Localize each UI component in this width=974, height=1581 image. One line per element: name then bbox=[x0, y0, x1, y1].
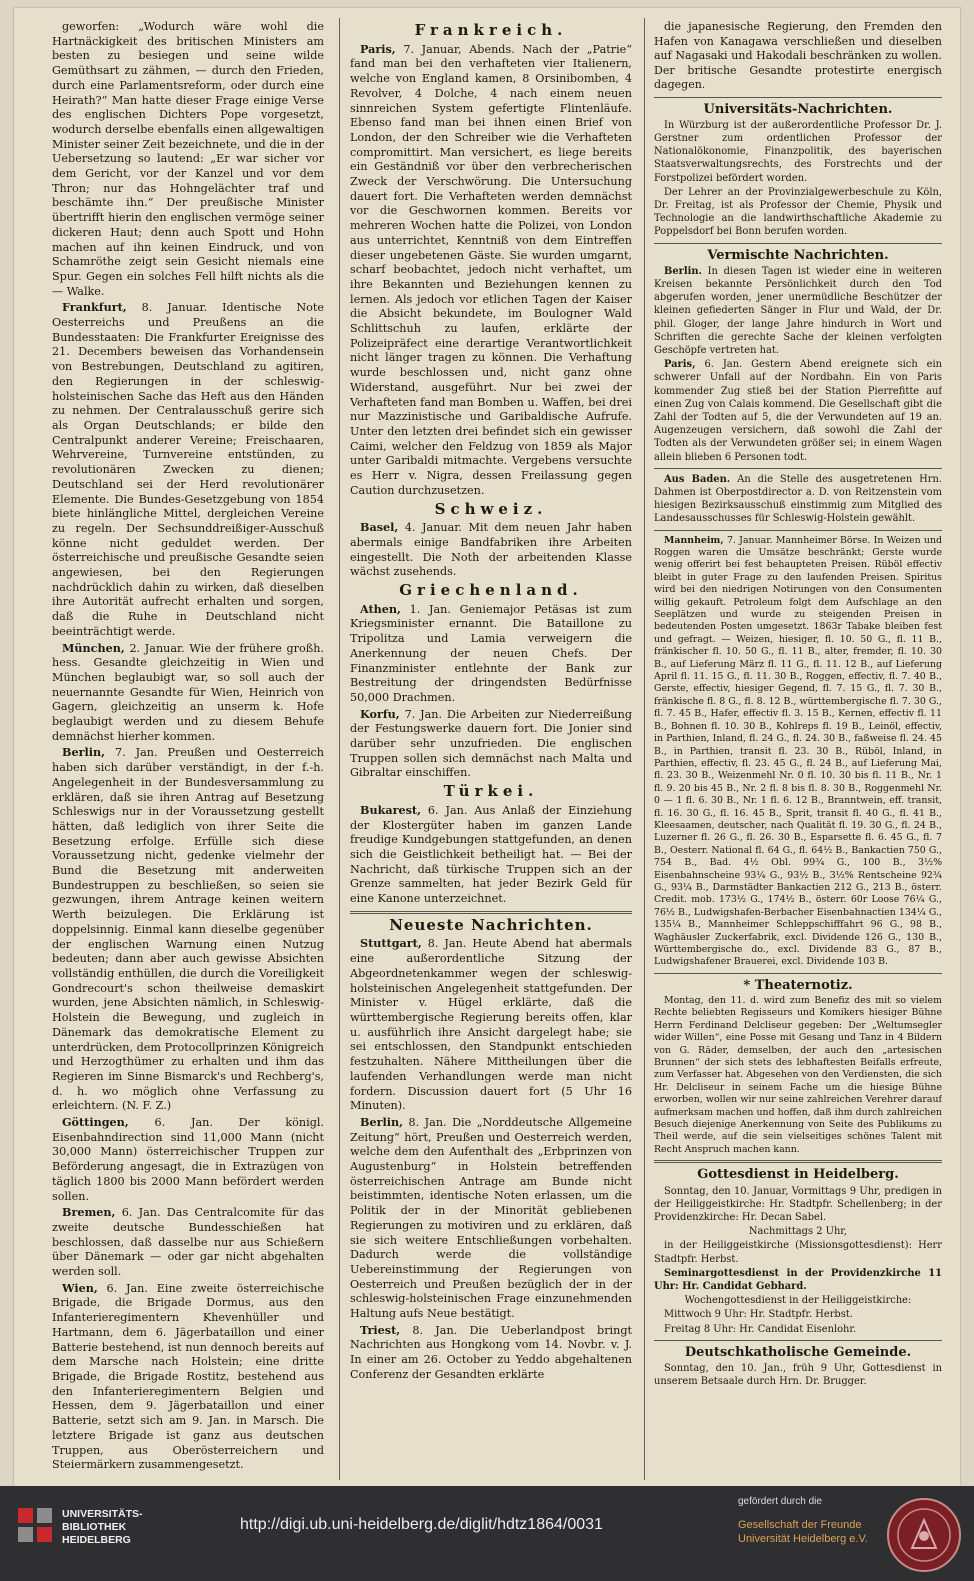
library-name: UNIVERSITÄTS- BIBLIOTHEK HEIDELBERG bbox=[62, 1508, 143, 1546]
section-heading: Neueste Nachrichten. bbox=[389, 915, 593, 934]
service-line: Nachmittags 2 Uhr, bbox=[748, 1226, 848, 1238]
article: Stuttgart, 8. Jan. Heute Abend hat abermals eine außerordentliche Sitzung der Abgeordnetenkammer wegen der schleswig-holsteinischen Angelegenheit stattgefunden. Der Minister v. Hügel erklärte, daß die württembergische Regierung bereits offen, klar u. ausführlich ihre Ansicht dargelegt habe; sie sei entschlossen, den Standpunkt entschieden festzuhalten. Nähere Mittheilungen über die laufenden Verhandlungen werde man nicht fordern. Discussion dauert fort (5 Uhr 16 Minuten). bbox=[350, 936, 632, 1113]
section-heading: Frankreich. bbox=[414, 21, 568, 39]
section-heading: Vermischte Nachrichten. bbox=[707, 247, 889, 263]
divider bbox=[654, 1160, 942, 1163]
university-seal-icon bbox=[885, 1496, 963, 1574]
article: Athen, 1. Jan. Geniemajor Petäsas ist zum Kriegsminister ernannt. Die Bataillone zu Tripolitza und Lamia verweigern die Anerkennung der neuen Chefs. Der Finanzminister entlehnte der Bank zur Bestreitung der dringendsten Bedürfnisse 50,000 Drachmen. bbox=[350, 601, 632, 704]
column-3 bbox=[654, 20, 942, 1480]
section-heading: Schweiz. bbox=[434, 499, 548, 518]
article: Der Lehrer an der Provinzialgewerbeschule zu Köln, Dr. Freitag, ist als Professor der Chemie, Physik und Technologie an die landwirthschaftliche Akademie zu Poppelsdorf bei Bonn berufen worden. bbox=[654, 186, 942, 238]
article: Triest, 8. Jan. Die Ueberlandpost bringt Nachrichten aus Hongkong vom 14. Novbr. v. J. In einer am 26. October zu Yeddo abgehaltenen Conferenz der Gesandten erklärte bbox=[350, 1322, 632, 1381]
column-rule bbox=[644, 18, 645, 1480]
article: geworfen: „Wodurch wäre wohl die Hartnäckigkeit des britischen Ministers am besten zu besiegen und seine wilde Gemüthsart zu zähmen, — durch den Frieden, durch eine Parlamentsreform, oder durch eine Heirath?“ Man hatte dieser Frage einige Verse des englischen Dichters Pope vorgesetzt, wodurch derselbe ebenfalls einen allgewaltigen Minister seiner Zeit bezeichnete, und die in der Uebersetzung so lautend: „Er war sicher vor dem Gericht, vor der Kanzel und vor dem Thron; nur das Hohngelächter traf und beschämte ihn.“ Der preußische Minister übertrifft hierin den englischen vermöge seiner dickeren Haut; denn auch Spott und Hohn machen auf ihn keinen Eindruck, und von Schamröthe zeigt sein Gesicht niemals eine Spur. Gegen ein solches Fell hilft nichts als die — Walke. bbox=[52, 20, 324, 298]
article: Berlin. In diesen Tagen ist wieder eine in weiteren Kreisen bekannte Persönlichkeit durch den Tod abgerufen worden, jener unermüdliche Beschützer der kleinen gefiederten Sänger in Flur und Wald, der Dr. phil. Gloger, der lange Jahre hindurch in Wort und Schriften die gerechte Sache der kleinen verfolgten Geschöpfe vertreten hat. bbox=[654, 265, 942, 356]
section-heading: Griechenland. bbox=[399, 581, 583, 600]
permalink-url[interactable]: http://digi.ub.uni-heidelberg.de/diglit/hdtz1864/0031 bbox=[240, 1516, 603, 1533]
article: Berlin, 8. Jan. Die „Norddeutsche Allgemeine Zeitung“ hört, Preußen und Oesterreich werden, welche dem den Aufenthalt des „Erbprinzen von Augustenburg“ in Holstein betreffenden österreichischen Antrage am Bunde nicht beistimmten, identische Noten erlassen, um die Politik der in der Minorität gebliebenen Regierungen zu motiviren und zu erklären, daß sie sich weitere Entschließungen vorbehalten. Dadurch werde die vollständige Uebereinstimmung der Regierungen von Oesterreich und Preußen bezüglich der in der schleswig-holsteinischen Frage einzunehmenden Haltung aufs Neue bestätigt. bbox=[350, 1114, 632, 1321]
article: Basel, 4. Januar. Mit dem neuen Jahr haben abermals einige Bandfabriken ihre Arbeiten eingestellt. Die Noth der arbeitenden Klasse wächst zusehends. bbox=[350, 520, 632, 579]
article: Korfu, 7. Jan. Die Arbeiten zur Niederreißung der Festungswerke dauern fort. Die Jonier sind darüber sehr unzufrieden. Die englischen Truppen sollen sich demnächst nach Malta und Gibraltar einschiffen. bbox=[350, 706, 632, 780]
service-line: Freitag 8 Uhr: Hr. Candidat Eisenlohr. bbox=[664, 1323, 857, 1335]
article: die japanesische Regierung, den Fremden den Hafen von Kanagawa verschließen und dieselben auf Nagasaki und Hakodali beschränken zu wollen. Der britische Gesandte protestirte energisch dagegen. bbox=[654, 20, 942, 91]
section-heading: Gottesdienst in Heidelberg. bbox=[697, 1167, 899, 1183]
article: Bremen, 6. Jan. Das Centralcomite für das zweite deutsche Bundesschießen hat beschlossen, daß dasselbe nur aus Schießern über Dänemark — oder gar nicht abgehalten werden soll. bbox=[52, 1205, 324, 1279]
section-heading: Universitäts-Nachrichten. bbox=[703, 101, 893, 117]
divider bbox=[654, 243, 942, 244]
market-report: Mannheim, 7. Januar. Mannheimer Börse. In Weizen und Roggen waren die Umsätze beschränkt; Gerste wurde wenig offerirt bei fest behaupteten Preisen. Rüböl effectiv bleibt in guter Frage zu den laufenden Preisen. Spiritus wird bei den niedrigen Notirungen von den Consumenten willig gekauft. Petroleum folgt dem Aufschlage an den Seeplätzen und wurde zu steigenden Preisen in bedeutenden Posten umgesetzt. 1863r Tabake bleiben fest und gefragt. — Weizen, hiesiger, fl. 10. 50 G., fl. 11 B., fränkischer fl. 10. 50 G., fl. 11 B., alter, fremder, fl. 10. 30 B., auf Lieferung März fl. 11 G., fl. 11. 12 B., auf Lieferung April fl. 11. 15 G., fl. 11. 30 B., Roggen, effectiv, fl. 7. 40 B., Gerste, effectiv, hiesiger Gegend, fl. 7. 15 G., fl. 7. 30 B., fränkische fl. 8 G., fl. 8. 12 B., württembergische fl. 7. 30 G., fl. 7. 45 B., Hafer, effectiv fl. 3. 15 B., Kernen, effectiv fl. 11 B., Bohnen fl. 10. 30 B., Kohlreps fl. 19 B., Leinöl, effectiv, in Parthien, Inland, fl. 24 G., fl. 24. 30 B., faßweise fl. 24. 45 B., in Parthien, transit fl. 23. 30 B., Rüböl, Inland, in Parthien, effectiv, fl. 23. 45 G., fl. 24 B., auf Lieferung Mai, fl. 23. 30 B., Weizenmehl Nr. 0 fl. 10. 30 bis fl. 11 B., Nr. 1 fl. 9. 20 bis 45 B., Nr. 2 fl. 8 bis fl. 8. 30 B., Roggenmehl Nr. 0 — 1 fl. 6. 30 B., Nr. 1 fl. 6. 12 B., Branntwein, eff. transit, fl. 16. 30 G., fl. 16. 45 B., Sprit, transit fl. 40 G., fl. 41 B., Kleesaamen, deutscher, nach Qualität fl. 19. 30 G., fl. 24 B., Luzerner fl. 26 G., fl. 26. 30 B., Esparsette fl. 6. 45 G., fl. 7 B., Oesterr. National fl. 64 G., fl. 64½ B., Bankactien 750 G., 754 B., Bad. 4½ Obl. 99¾ G., 100 B., 3½% Eisenbahnscheine 93¼ G., 93½ B., 3½% Rentscheine 92¾ G., 93¼ B., Darmstädter Bankactien 212 G., 213 B., österr. Credit. mob. 173½ G., 174½ B., österr. 60r Loose 76¼ G., 76½ B., Ludwigshafen-Berbacher Eisenbahnactien 134¼ G., 135¼ B., Mannheimer Schleppschifffahrt 96 G., 98 B., Waghäusler Zuckerfabrik, excl. Dividende 126 G., 130 B., Württembergische do., excl. Dividende 83 G., 87 B., Ludwigshafener Brauerei, excl. Dividende 103 B. bbox=[654, 534, 942, 968]
service-line: Seminargottesdienst in der Providenzkirche 11 Uhr: Hr. Candidat Gebhard. bbox=[654, 1267, 942, 1292]
column-2 bbox=[350, 20, 632, 1480]
library-logo-icon bbox=[16, 1506, 54, 1544]
divider bbox=[654, 973, 942, 974]
article: Bukarest, 6. Jan. Aus Anlaß der Einziehung der Klostergüter haben im ganzen Lande freudige Kundgebungen stattgefunden, an denen sich die Geistlichkeit betheiligt hat. — Bei der Nachricht, daß türkische Truppen sich an der Grenze sammelten, hat jeder Bezirk Geld für eine Kanone unterzeichnet. bbox=[350, 802, 632, 906]
service-line: Mittwoch 9 Uhr: Hr. Stadtpfr. Herbst. bbox=[664, 1309, 853, 1321]
article: Aus Baden. An die Stelle des ausgetretenen Hrn. Dahmen ist Oberpostdirector a. D. von Reitzenstein vom hiesigen Bezirksausschuß einstimmig zum Mitglied des Landesausschusses für Schleswig-Holstein gewählt. bbox=[654, 473, 942, 525]
divider bbox=[654, 1340, 942, 1341]
article: Sonntag, den 10. Jan., früh 9 Uhr, Gottesdienst in unserem Betsaale durch Hrn. Dr. Brugger. bbox=[654, 1362, 942, 1388]
article: In Würzburg ist der außerordentliche Professor Dr. J. Gerstner zum ordentlichen Professor der Nationalökonomie, Finanzpolitik, des bayerischen Staatsverwaltungsrechts, des Forstrechts und der Forstpolizei befördert worden. bbox=[654, 119, 942, 184]
footer-bar bbox=[0, 1486, 974, 1581]
divider bbox=[654, 97, 942, 98]
service-line: Wochengottesdienst in der Heiliggeistkirche: bbox=[684, 1295, 912, 1307]
article: Wien, 6. Jan. Eine zweite österreichische Brigade, die Brigade Dormus, aus den Infanterieregimentern Khevenhüller und Hartmann, dem 6. Jägerbataillon und einer Batterie bestehend, ist nun dennoch bereits auf dem Marsche nach Holstein; eine dritte Brigade, die Brigade Rostitz, bestehend aus den Infanterieregimentern Belgien und Hessen, dem 9. Jägerbataillon und einer Batterie, setzt sich am 9. Jan. in Marsch. Die letztere Brigade ist ganz aus deutschen Truppen, aus Oberösterreichern und Steiermärkern zusammengesetzt. bbox=[52, 1280, 324, 1472]
article: Göttingen, 6. Jan. Der königl. Eisenbahndirection sind 11,000 Mann (nicht 30,000 Mann) österreichischer Truppen zur Beförderung angesagt, die in Extrazügen von täglich 1800 bis 2000 Mann befördert werden sollen. bbox=[52, 1115, 324, 1203]
service-line: in der Heiliggeistkirche (Missionsgottesdienst): Herr Stadtpfr. Herbst. bbox=[654, 1240, 942, 1265]
article: München, 2. Januar. Wie der frühere großh. hess. Gesandte gleichzeitig in Wien und München beglaubigt war, so soll auch der neuernannte Gesandte für Wien, Heinrich von Gagern, gleichzeitig an unserm k. Hofe beglaubigt werden und zu diesem Behufe demnächst hierher kommen. bbox=[52, 640, 324, 743]
article: Montag, den 11. d. wird zum Benefiz des mit so vielem Rechte beliebten Regisseurs und Komikers hiesiger Bühne Herrn Ferdinand Delcliseur gegeben: Der „Weltumsegler wider Willen“, eine Posse mit Gesang und Tanz in 4 Bildern von G. Räder, demselben, der auch den „artesischen Brunnen“ der sich stets des lebhaftesten Beifalls erfreute, zum Verfasser hat. Abgesehen von den Verdiensten, die sich Hr. Delcliseur in seinem Fache um die hiesige Bühne erworben, wollen wir nur seine zahlreichen Verehrer darauf aufmerksam machen und hoffen, daß ihm durch zahlreichen Besuch diejenige Anerkennung von Seite des Publikums zu Theil werde, auf die sein vielseitiges schönes Talent mit Recht Anspruch machen kann. bbox=[654, 995, 942, 1155]
support-label: gefördert durch die bbox=[738, 1496, 822, 1507]
column-rule bbox=[339, 18, 340, 1480]
newspaper-page bbox=[14, 8, 960, 1486]
article: Frankfurt, 8. Januar. Identische Note Oesterreichs und Preußens an die Bundesstaaten: Die Frankfurter Ereignisse des 21. Decembers beweisen das Vorhandensein von Bestrebungen, Deutschland zu agitiren, den Regierungen in der schleswig-holsteinischen Sache das Heft aus den Händen zu nehmen. Der Centralausschuß gerire sich als Organ Deutschlands; er bilde den Centralpunkt anderer Vereine; Freischaaren, Wehrvereine, Turnvereine entstünden, zu revolutionären Zwecken zu dienen; Deutschland sei der Herd revolutionärer Elemente. Die Bundes-Gesetzgebung von 1854 biete hinlängliche Mittel, dergleichen Vereine zu regeln. Der Sechsunddreißiger-Ausschuß könne nicht geduldet werden. Der österreichische und preußische Gesandte seien angewiesen, bei den Regierungen nachdrücklich dahin zu wirken, daß dieselben ihre Autorität aufrecht erhalten und sorgen, daß die Ruhe in Deutschland nicht beeinträchtigt werde. bbox=[52, 300, 324, 638]
society-name[interactable]: Gesellschaft der Freunde Universität Heidelberg e.V. bbox=[738, 1519, 868, 1545]
article: Berlin, 7. Jan. Preußen und Oesterreich haben sich darüber verständigt, in der f.-h. Angelegenheit in der Bundesversammlung zu erklären, daß sie ihren Antrag auf Besetzung Schleswigs nur in der Voraussetzung gestellt hätten, daß lediglich von ihrer Seite die Besetzung erfolge. Erfülle sich diese Voraussetzung nicht, gedenke vielmehr der Bund die Besetzung mit anderweiten Bundestruppen zu beschließen, so seien sie gezwungen, ihrem Antrage keinen weitern Werth beizulegen. Die Erklärung ist doppelsinnig. Einmal kann dieselbe gegenüber der englischen Warnung einen Nutzug bedeuten; dann aber auch gewisse Absichten vollständig enthüllen, die durch die Voreiligkeit Gondrecourt's schon theilweise demaskirt wurden, jene Absichten nämlich, in Schleswig-Holstein die Bewegung, und zugleich in Dänemark das demokratische Element zu unterdrücken, dem Protocollprinzen Königreich und Herzogthümer zu erhalten und ihm das Regieren im Sinne Bismarck's und Rechberg's, d. h. wo möglich ohne Verfassung zu erleichtern. (N. F. Z.) bbox=[52, 745, 324, 1113]
article: Paris, 6. Jan. Gestern Abend ereignete sich ein schwerer Unfall auf der Nordbahn. Ein von Paris kommender Zug stieß bei der Station Pierrefitte auf einen Zug von Calais kommend. Die Gesellschaft gibt die Zahl der Todten auf 5, die der Verwundeten auf 19 an. Augenzeugen versichern, daß sowohl die Zahl der Todten als der Verwundeten größer sei; in einem Wagen allein blieben 6 Personen todt. bbox=[654, 359, 942, 463]
section-heading: * Theaternotiz. bbox=[743, 977, 853, 993]
service-line: Sonntag, den 10. Januar, Vormittags 9 Uhr, predigen in der Heiliggeistkirche: Hr. Stadtpfr. Schellenberg; in der Providenzkirche: Hr. Decan Sabel. bbox=[654, 1185, 942, 1223]
article: Paris, 7. Januar, Abends. Nach der „Patrie“ fand man bei den verhafteten vier Italienern, welche von England kamen, 8 Orsinibomben, 4 Revolver, 4 Dolche, 4 nach einem neuen sinnreichen System gefertigte Flintenläufe. Ebenso fand man bei ihnen einen Brief von London, der den Schreiber wie die Verhafteten compromittirt. Man versichert, es liege bereits ein Geständniß vor über den verbrecherischen Zweck der Verschwörung. Die Untersuchung dauert fort. Die Verhafteten werden demnächst vor die Geschwornen kommen. Bereits vor mehreren Wochen hatte die Polizei, von London aus unterrichtet, Kenntniß von dem Eintreffen dieser ungebetenen Gäste. Sie wurden umgarnt, scharf beobachtet, jedoch nicht verhaftet, um ihre Bekannten und Beziehungen kennen zu lernen. Als jedoch vor etlichen Tagen der Kaiser die Absicht bekundete, im Boulogner Wald Schlittschuh zu laufen, erklärte der Polizeipräfect eine derartige Verantwortlichkeit nicht länger tragen zu können. Die Verhaftung wurde beschlossen und, nicht ganz ohne Widerstand, ausgeführt. Nur bei zwei der Verhafteten fand man Bomben u. Waffen, bei drei nur Mazzinistische und Garibaldische Aufrufe. Unter den letzten drei befindet sich ein gewisser Caimi, welcher den Feldzug von 1859 als Major unter Garibaldi mitmachte. Vergebens versuchte es Herr v. Nigra, dessen Freilassung gegen Caution durchzusetzen. bbox=[350, 41, 632, 497]
divider bbox=[350, 911, 632, 914]
divider bbox=[654, 468, 942, 469]
column-1 bbox=[52, 20, 324, 1480]
divider bbox=[654, 530, 942, 531]
section-heading: Türkei. bbox=[443, 782, 539, 801]
section-heading: Deutschkatholische Gemeinde. bbox=[684, 1344, 912, 1360]
